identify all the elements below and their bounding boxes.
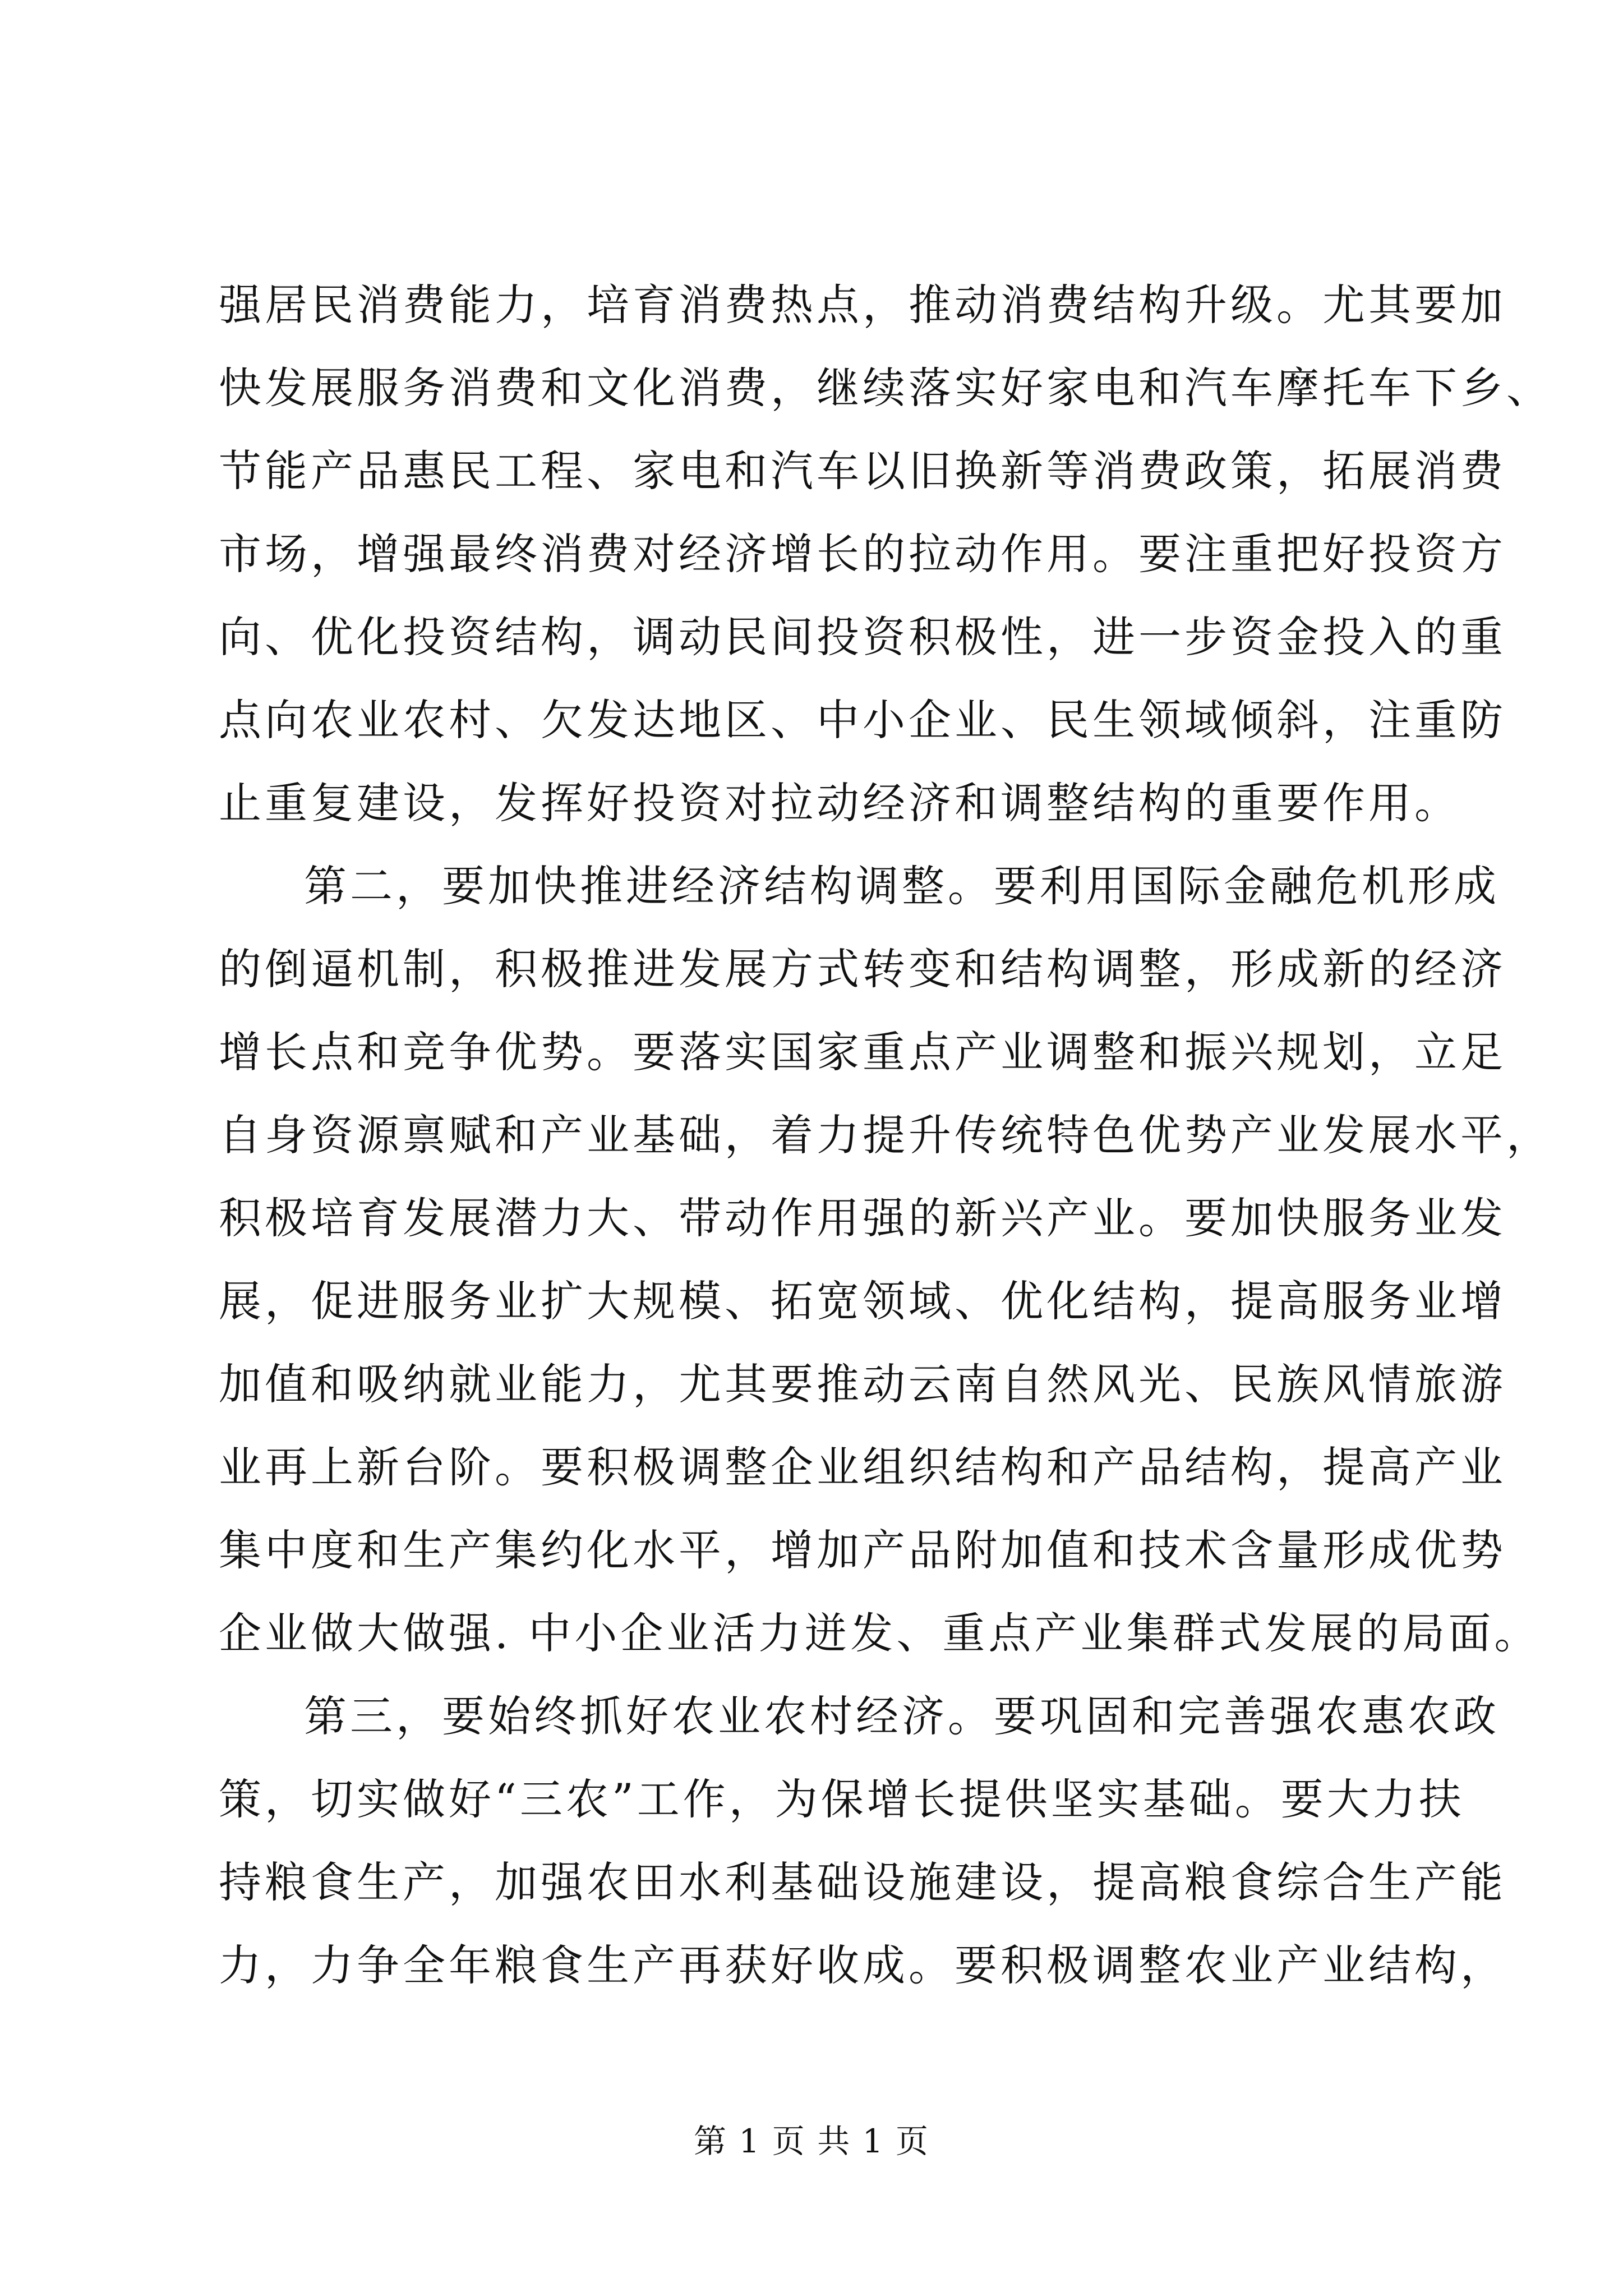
text-line: 止重复建设，发挥好投资对拉动经济和调整结构的重要作用。	[219, 778, 1460, 828]
text-line: 市场，增强最终消费对经济增长的拉动作用。要注重把好投资方	[219, 529, 1506, 579]
text-line: 业再上新台阶。要积极调整企业组织结构和产品结构，提高产业	[219, 1442, 1506, 1492]
text-line: 积极培育发展潜力大、带动作用强的新兴产业。要加快服务业发	[219, 1193, 1506, 1243]
page-number-label: 第 1 页 共 1 页	[694, 2122, 929, 2160]
text-line: 的倒逼机制，积极推进发展方式转变和结构调整，形成新的经济	[219, 944, 1506, 994]
text-line: 向、优化投资结构，调动民间投资积极性，进一步资金投入的重	[219, 612, 1506, 662]
document-body	[219, 264, 1552, 2007]
text-line: 自身资源禀赋和产业基础，着力提升传统特色优势产业发展水平，	[219, 1110, 1552, 1160]
text-line: 策，切实做好“三农”工作，为保增长提供坚实基础。要大力扶	[219, 1774, 1465, 1824]
text-line: 力，力争全年粮食生产再获好收成。要积极调整农业产业结构，	[219, 1940, 1506, 1990]
paragraph-start-line: 第三，要始终抓好农业农村经济。要巩固和完善强农惠农政	[304, 1691, 1500, 1741]
text-line: 快发展服务消费和文化消费，继续落实好家电和汽车摩托车下乡、	[219, 363, 1552, 413]
text-line: 企业做大做强. 中小企业活力迸发、重点产业集群式发展的局面。	[219, 1608, 1541, 1658]
text-line: 增长点和竞争优势。要落实国家重点产业调整和振兴规划，立足	[219, 1027, 1506, 1077]
paragraph-start-line: 第二，要加快推进经济结构调整。要利用国际金融危机形成	[304, 861, 1500, 911]
text-line: 展，促进服务业扩大规模、拓宽领域、优化结构，提高服务业增	[219, 1276, 1506, 1326]
text-line: 加值和吸纳就业能力，尤其要推动云南自然风光、民族风情旅游	[219, 1359, 1506, 1409]
text-line: 持粮食生产，加强农田水利基础设施建设，提高粮食综合生产能	[219, 1857, 1506, 1907]
text-line: 强居民消费能力，培育消费热点，推动消费结构升级。尤其要加	[219, 280, 1506, 330]
text-line: 集中度和生产集约化水平，增加产品附加值和技术含量形成优势	[219, 1525, 1506, 1575]
text-line: 节能产品惠民工程、家电和汽车以旧换新等消费政策，拓展消费	[219, 446, 1506, 496]
text-line: 点向农业农村、欠发达地区、中小企业、民生领域倾斜，注重防	[219, 695, 1506, 745]
page-footer	[0, 2115, 1623, 2162]
